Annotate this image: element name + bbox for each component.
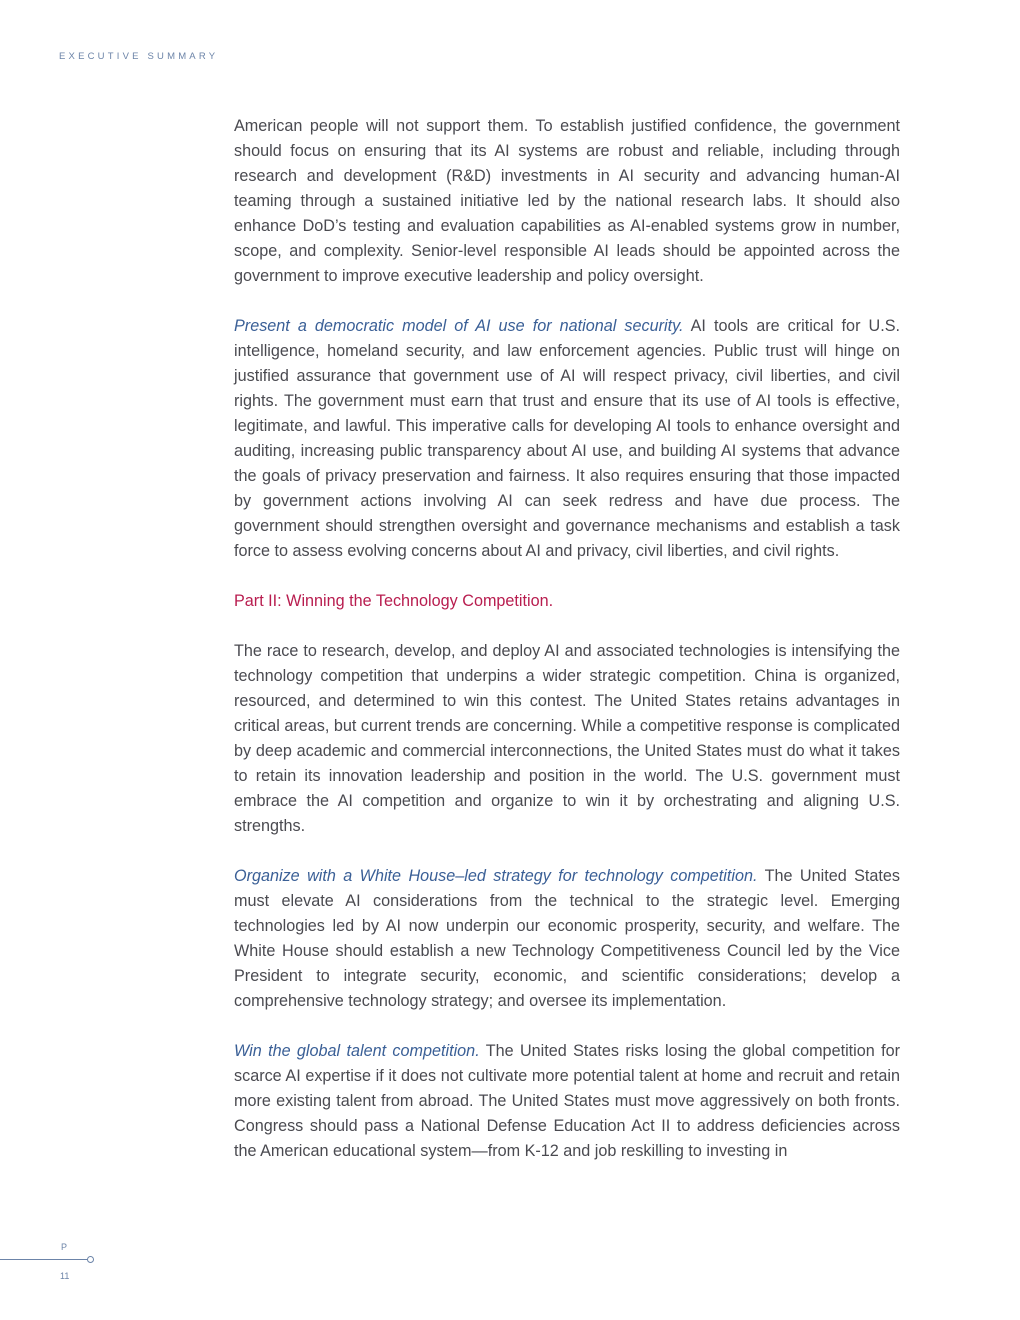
paragraph-confidence [234, 114, 900, 289]
page-letter: P [61, 1242, 68, 1252]
page-dot-icon [87, 1256, 94, 1263]
paragraph-white-house-strategy [234, 864, 900, 1014]
body-text [234, 114, 900, 1189]
paragraph-text: AI tools are critical for U.S. intelligence, homeland security, and law enforcement agencies. Public trust will hinge on justified assurance that government use of AI will respect privacy, civil liberties, and civil rights. The government must earn that trust and ensure that its use of AI tools is effective, legitimate, and lawful. This imperative calls for developing AI tools to enhance oversight and auditing, increasing public transparency about AI use, and building AI systems that advance the goals of privacy preservation and fairness. It also requires ensuring that those impacted by government actions involving AI can seek redress and have due process. The government should strengthen oversight and governance mechanisms and establish a task force to assess evolving concerns about AI and privacy, civil liberties, and civil rights. [234, 317, 900, 560]
page-rule [0, 1259, 88, 1260]
part-heading: Part II: Winning the Technology Competition. [234, 592, 554, 610]
page-number: 11 [60, 1271, 70, 1281]
page-marker [0, 1240, 100, 1290]
running-header: EXECUTIVE SUMMARY [59, 51, 219, 62]
paragraph-text: The United States must elevate AI considerations from the technical to the strategic level. Emerging technologies led by AI now underpin our economic prosperity, security, and welfare. The White House should establish a new Technology Competitiveness Council led by the Vice President to integrate security, economic, and scientific considerations; develop a comprehensive technology strategy; and oversee its implementation. [234, 867, 900, 1010]
paragraph-democratic-model [234, 314, 900, 564]
paragraph-lead: Present a democratic model of AI use for national security. [234, 317, 684, 335]
paragraph-text: American people will not support them. To establish justified confidence, the government should focus on ensuring that its AI systems are robust and reliable, including through research and development (R&D) investments in AI security and advancing human-AI teaming through a sustained initiative led by the national research labs. It should also enhance DoD’s testing and evaluation capabilities as AI-enabled systems grow in number, scope, and complexity. Senior-level responsible AI leads should be appointed across the government to improve executive leadership and policy oversight. [234, 117, 900, 285]
paragraph-lead: Win the global talent competition. [234, 1042, 480, 1060]
paragraph-technology-race [234, 639, 900, 839]
paragraph-talent-competition [234, 1039, 900, 1164]
paragraph-lead: Organize with a White House–led strategy for technology competition. [234, 867, 758, 885]
paragraph-text: The race to research, develop, and deploy AI and associated technologies is intensifying the technology competition that underpins a wider strategic competition. China is organized, resourced, and determined to win this contest. The United States retains advantages in critical areas, but current trends are concerning. While a competitive response is complicated by deep academic and commercial interconnections, the United States must do what it takes to retain its innovation leadership and position in the world. The U.S. government must embrace the AI competition and organize to win it by orchestrating and aligning U.S. strengths. [234, 642, 900, 835]
paragraph-text: The United States risks losing the global competition for scarce AI expertise if it does not cultivate more potential talent at home and recruit and retain more existing talent from abroad. The United States must move aggressively on both fronts. Congress should pass a National Defense Education Act II to address deficiencies across the American educational system—from K-12 and job reskilling to investing in [234, 1042, 900, 1160]
